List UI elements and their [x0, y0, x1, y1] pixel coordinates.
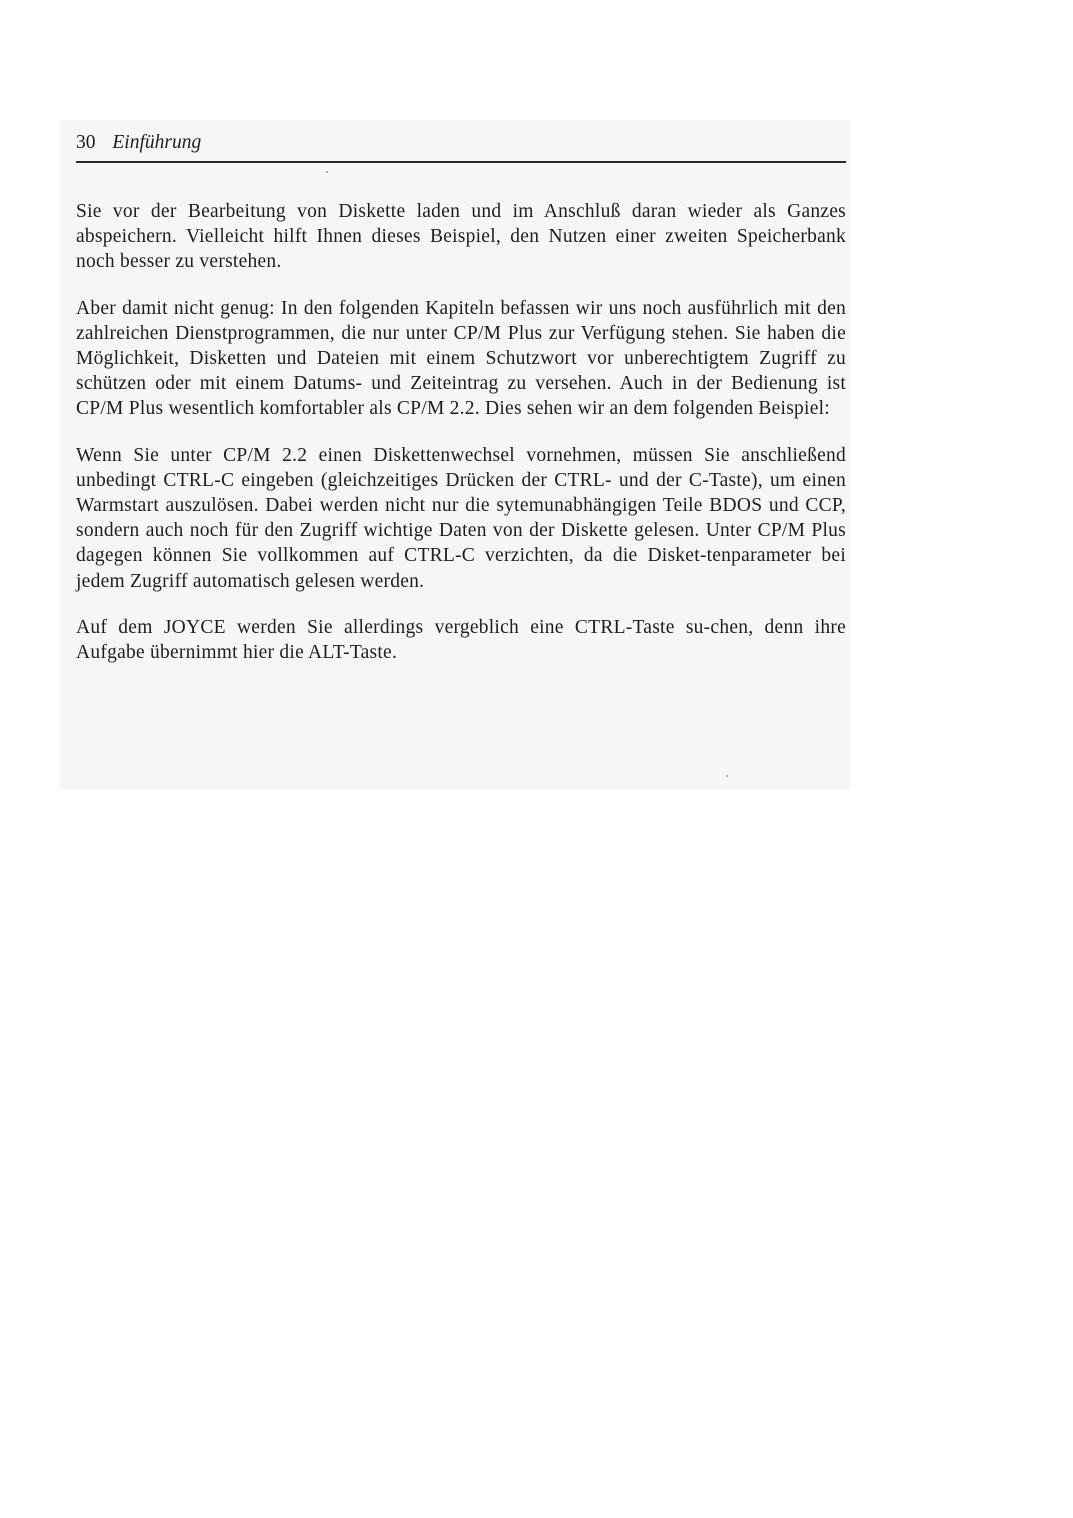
paragraph-1: Sie vor der Bearbeitung von Diskette laden und im Anschluß daran wieder als Ganzes abspeichern. Vielleicht hilft Ihnen dieses Beispiel, den Nutzen einer zweiten Speicherbank noch besser zu verstehen. — [76, 201, 846, 273]
running-title: Einführung — [112, 132, 202, 153]
page-number: 30 — [76, 132, 96, 153]
paragraph-2: Aber damit nicht genug: In den folgenden Kapiteln befassen wir uns noch ausführlich mit den zahlreichen Dienstprogrammen, die nur unter CP/M Plus zur Verfügung stehen. Sie haben die Möglichkeit, Disketten und Dateien mit einem Schutzwort vor unberechtigtem Zugriff zu schützen oder mit einem Datums- und Zeiteintrag zu versehen. Auch in der Bedienung ist CP/M Plus wesentlich komfortabler als CP/M 2.2. Dies sehen wir an dem folgenden Beispiel: — [76, 297, 846, 420]
body-text — [76, 199, 846, 686]
paragraph-4: Auf dem JOYCE werden Sie allerdings vergeblich eine CTRL-Taste su-chen, denn ihre Aufgabe übernimmt hier die ALT-Taste. — [76, 616, 846, 664]
page-header — [76, 128, 846, 160]
header-rule — [76, 161, 846, 163]
paragraph-3: Wenn Sie unter CP/M 2.2 einen Diskettenwechsel vornehmen, müssen Sie anschließend unbedingt CTRL-C eingeben (gleichzeitiges Drücken der CTRL- und der C-Taste), um einen Warmstart auszulösen. Dabei werden nicht nur die sytemunabhängigen Teile BDOS und CCP, sondern auch noch für den Zugriff wichtige Daten von der Diskette gelesen. Unter CP/M Plus dagegen können Sie vollkommen auf CTRL-C verzichten, da die Disket-tenparameter bei jedem Zugriff automatisch gelesen werden. — [76, 444, 846, 592]
scan-speck — [326, 171, 328, 173]
scan-speck — [726, 775, 728, 777]
